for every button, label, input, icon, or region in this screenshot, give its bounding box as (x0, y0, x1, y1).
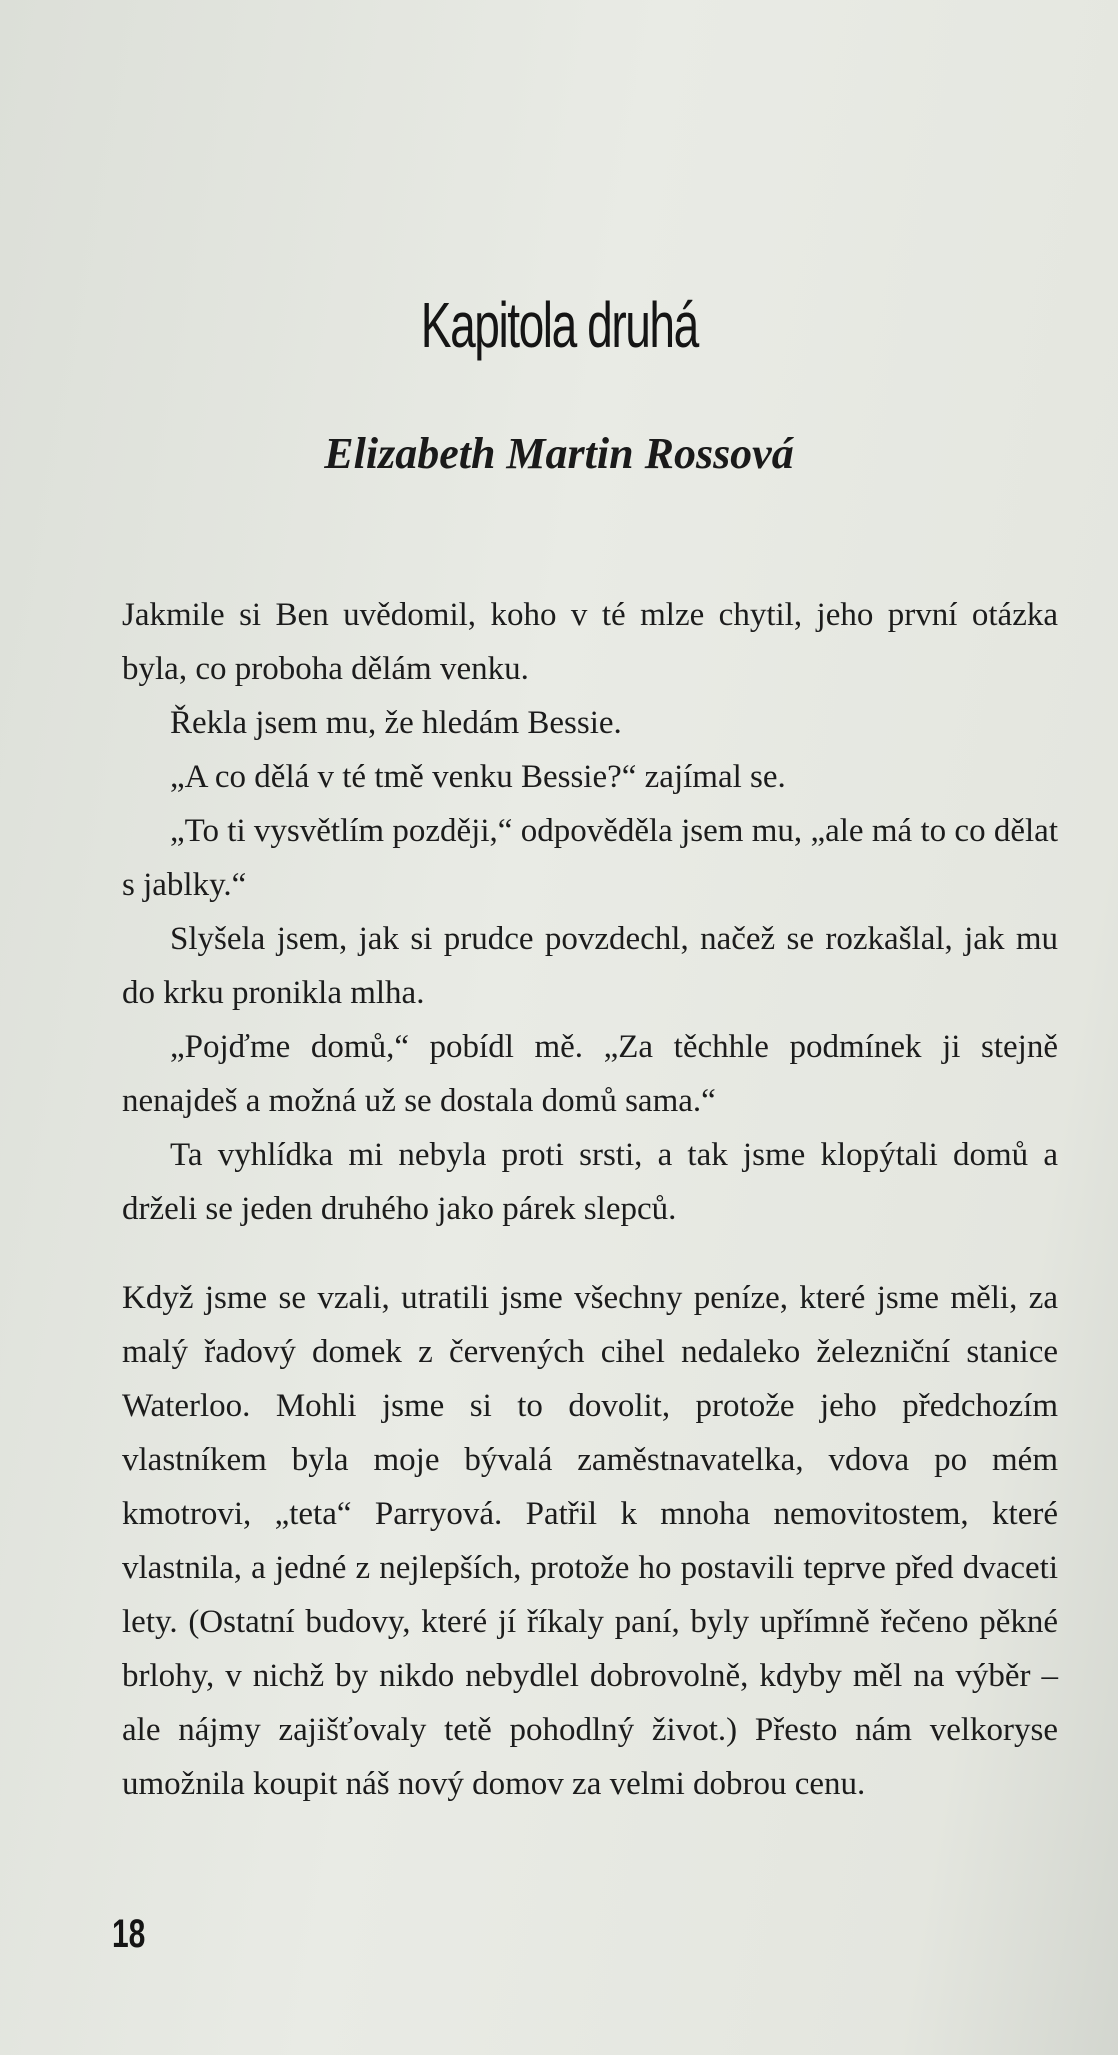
section-two (122, 1271, 1058, 1811)
paragraph: „To ti vysvětlím později,“ odpověděla jsem mu, „ale má to co dělat s jablky.“ (122, 813, 1058, 903)
chapter-author: Elizabeth Martin Rossová (324, 429, 794, 478)
paragraph: „Pojďme domů,“ pobídl mě. „Za těchhle podmínek ji stejně nenajdeš a možná už se dostala domů sama.“ (122, 1029, 1058, 1119)
page-number: 18 (112, 1912, 146, 1956)
paragraph: Slyšela jsem, jak si prudce povzdechl, načež se rozkašlal, jak mu do krku pronikla mlha. (122, 921, 1058, 1011)
chapter-title: Kapitola druhá (420, 289, 698, 361)
paragraph: Ta vyhlídka mi nebyla proti srsti, a tak jsme klopýtali domů a drželi se jeden druhého jako párek slepců. (122, 1137, 1058, 1227)
paragraph: Jakmile si Ben uvědomil, koho v té mlze chytil, jeho první otázka byla, co proboha dělám venku. (122, 597, 1058, 687)
section-one (122, 588, 1058, 1236)
paragraph: „A co dělá v té tmě venku Bessie?“ zajímal se. (170, 759, 786, 795)
paragraph: Když jsme se vzali, utratili jsme všechny peníze, které jsme měli, za malý řadový domek z červených cihel nedaleko železniční stanice Waterloo. Mohli jsme si to dovolit, protože jeho předchozím vlastníkem byla moje bývalá zaměstnavatelka, vdova po mém kmotrovi, „teta“ Parryová. Patřil k mnoha nemovitostem, které vlastnila, a jedné z nejlepších, protože ho postavili teprve před dvaceti lety. (Ostatní budovy, které jí říkaly paní, byly upřímně řečeno pěkné brlohy, v nichž by nikdo nebydlel dobrovolně, kdyby měl na výběr – ale nájmy zajišťovaly tetě pohodlný život.) Přesto nám velkoryse umožnila koupit náš nový domov za velmi dobrou cenu. (122, 1280, 1058, 1802)
paragraph: Řekla jsem mu, že hledám Bessie. (170, 705, 622, 741)
